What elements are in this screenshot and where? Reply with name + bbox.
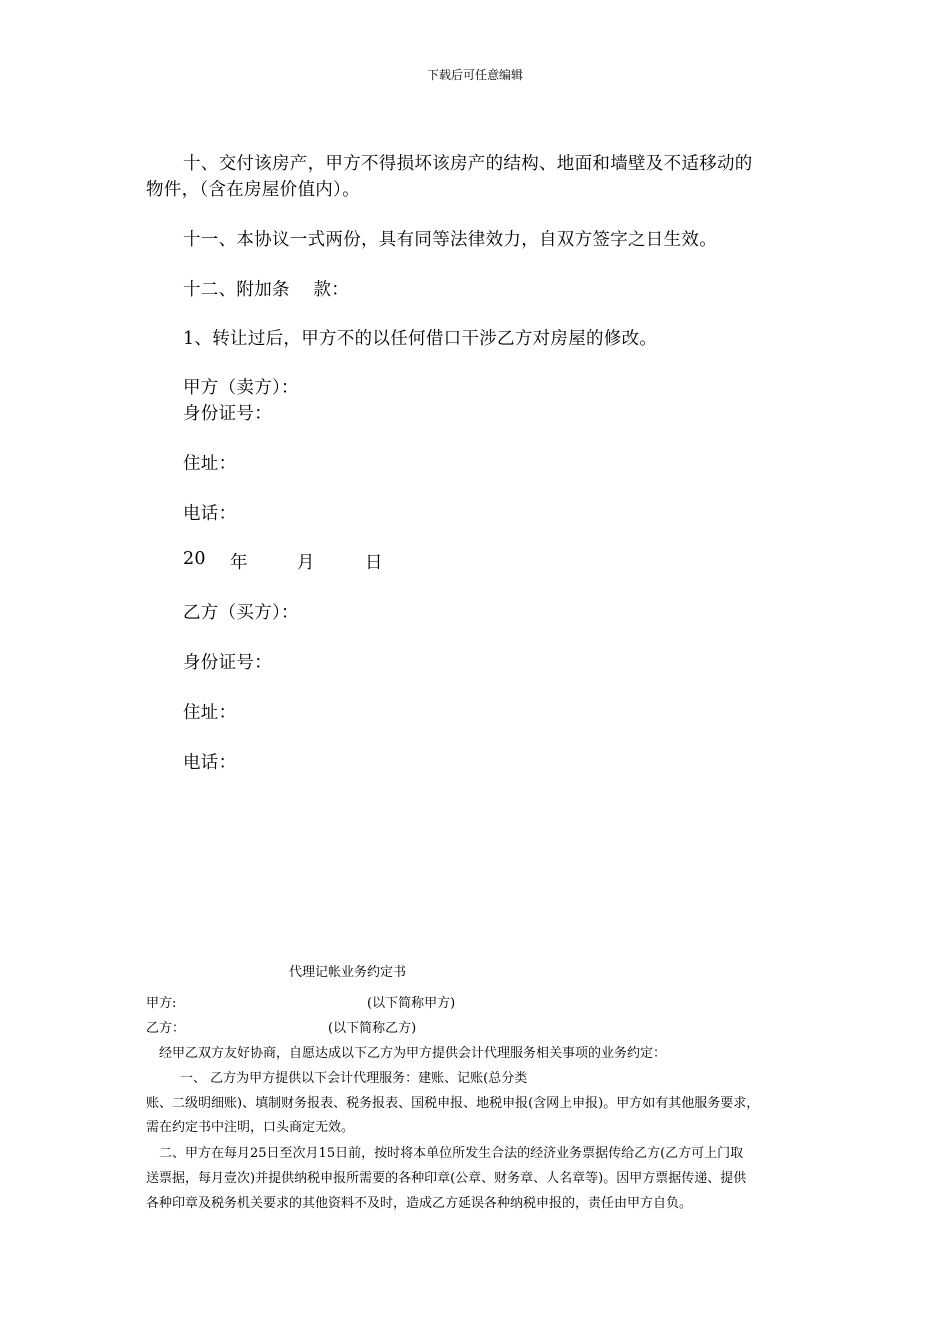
contract-2-party-a-note: (以下简称甲方) (367, 996, 456, 1011)
page-header: 下载后可任意编辑 (426, 68, 523, 82)
party-b-label: 乙方（买方）： (183, 603, 299, 623)
clause-11: 十一、本协议一式两份，具有同等法律效力，自双方签字之日生效。 (183, 230, 717, 250)
date-prefix: 20 (183, 549, 206, 569)
date-day: 日 (365, 553, 383, 573)
contract-2-intro: 经甲乙双方友好协商，自愿达成以下乙方为甲方提供会计代理服务相关事项的业务约定： (159, 1046, 667, 1061)
date-year: 年 (230, 553, 248, 573)
date-line (183, 549, 423, 573)
contract-2-item-2-line-1: 二、甲方在每月25日至次月15日前，按时将本单位所发生合法的经济业务票据传给乙方(乙方可上门取 (159, 1146, 744, 1161)
contract-2-item-1-line-3: 需在约定书中注明，口头商定无效。 (146, 1120, 355, 1135)
contract-2-party-a-label: 甲方: (146, 996, 177, 1011)
contract-2-party-b-label: 乙方： (146, 1021, 186, 1036)
contract-2-item-2-line-2: 送票据，每月壹次)并提供纳税申报所需要的各种印章(公章、财务章、人名章等)。因甲方票据传递、提供 (146, 1171, 747, 1186)
party-a-phone-label: 电话： (183, 504, 237, 524)
party-b-phone-label: 电话： (183, 753, 237, 773)
contract-2-item-2-line-3: 各种印章及税务机关要求的其他资料不及时，造成乙方延误各种纳税申报的，责任由甲方自负。 (146, 1196, 693, 1211)
contract-2-item-1-line-2: 账、二级明细账)、填制财务报表、税务报表、国税申报、地税申报(含网上申报)。甲方如有其他服务要求， (146, 1096, 760, 1111)
clause-10-line-2: 物件，（含在房屋价值内）。 (146, 180, 360, 200)
clause-12-item-1: 1、转让过后，甲方不的以任何借口干涉乙方对房屋的修改。 (183, 329, 658, 349)
party-a-label: 甲方（卖方）： (183, 378, 299, 398)
party-b-address-label: 住址： (183, 703, 237, 723)
date-month: 月 (297, 553, 315, 573)
contract-2-title: 代理记帐业务约定书 (289, 965, 407, 980)
party-a-address-label: 住址： (183, 454, 237, 474)
contract-2-party-b-note: (以下简称乙方) (328, 1021, 417, 1036)
clause-12: 十二、附加条 款： (183, 280, 350, 300)
clause-10-line-1: 十、交付该房产，甲方不得损坏该房产的结构、地面和墙壁及不适移动的 (183, 154, 753, 174)
party-b-id-label: 身份证号： (183, 653, 272, 673)
party-a-id-label: 身份证号： (183, 404, 272, 424)
contract-2-item-1-line-1: 一、 乙方为甲方提供以下会计代理服务：建账、记账(总分类 (180, 1071, 528, 1086)
